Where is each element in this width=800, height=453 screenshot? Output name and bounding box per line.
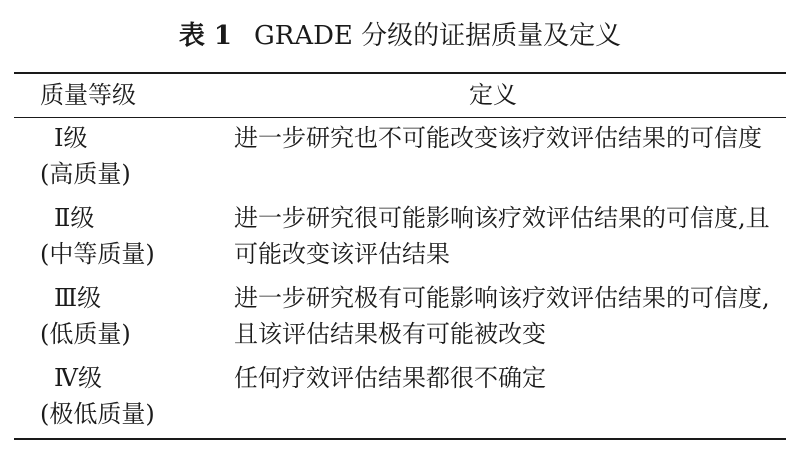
table-row: [0, 120, 800, 196]
grade-cell: [40, 120, 220, 192]
table-row: [0, 280, 800, 356]
table-caption: [0, 18, 800, 54]
table-row: [0, 360, 800, 436]
header-quality-grade: 质量等级: [40, 81, 136, 109]
grade-level: Ⅳ级: [54, 364, 102, 392]
table-row: [0, 200, 800, 276]
definition-cell: 进一步研究也不可能改变该疗效评估结果的可信度: [234, 124, 762, 152]
grade-level: Ⅱ级: [54, 204, 95, 232]
grade-level: Ⅲ级: [54, 284, 102, 312]
grade-cell: [40, 360, 220, 432]
grade-level: Ⅰ级: [54, 124, 88, 152]
grade-cell: [40, 200, 220, 272]
table-title: GRADE 分级的证据质量及定义: [253, 21, 622, 51]
grade-quality: (中等质量): [40, 240, 155, 268]
top-rule: [14, 72, 786, 74]
definition-cell: 进一步研究极有可能影响该疗效评估结果的可信度,且该评估结果极有可能被改变: [234, 284, 770, 348]
bottom-rule: [14, 438, 786, 440]
definition-cell: 任何疗效评估结果都很不确定: [234, 364, 546, 392]
grade-quality: (低质量): [40, 320, 131, 348]
header-rule: [14, 117, 786, 118]
header-definition: 定义: [469, 81, 517, 109]
table-number: 表 1: [178, 21, 232, 51]
definition-cell: 进一步研究很可能影响该疗效评估结果的可信度,且可能改变该评估结果: [234, 204, 770, 268]
grade-cell: [40, 280, 220, 352]
grade-quality: (高质量): [40, 160, 131, 188]
grade-quality: (极低质量): [40, 400, 155, 428]
